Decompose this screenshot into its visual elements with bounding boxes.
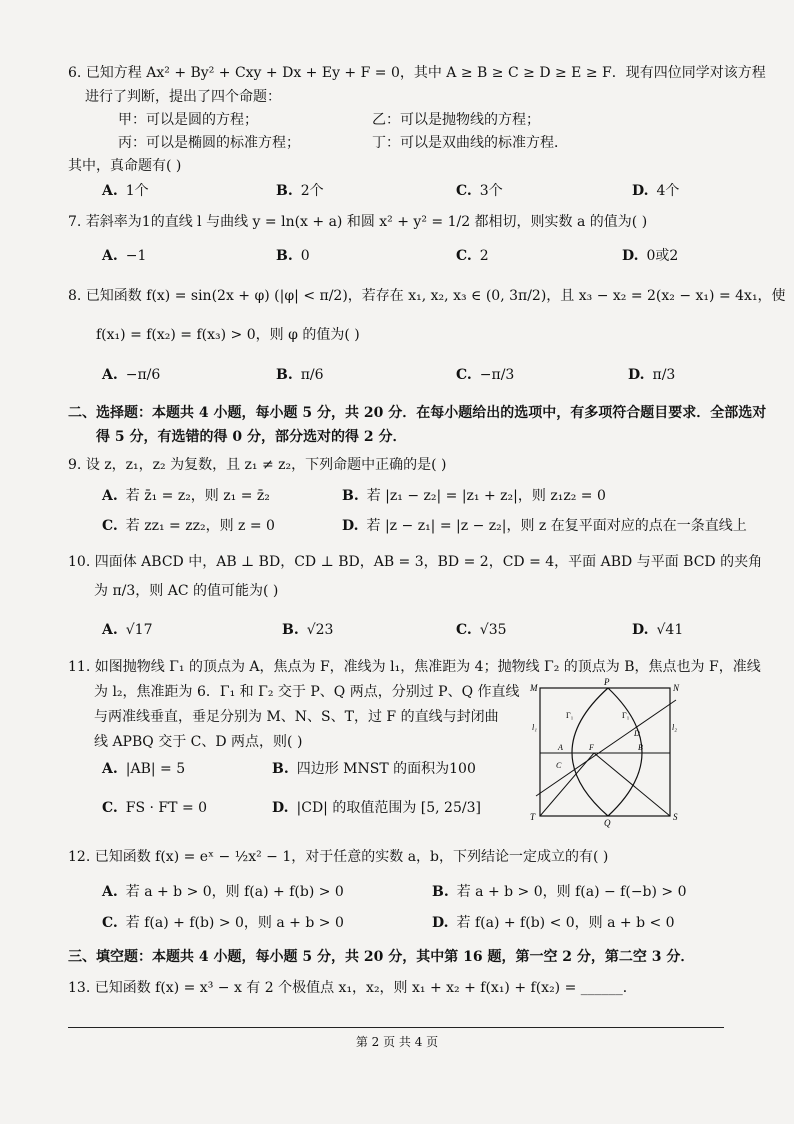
q8-stem2: f(x₁) = f(x₂) = f(x₃) > 0，则 φ 的值为( ) [96, 327, 360, 343]
label-b: B [638, 743, 643, 752]
footer-divider [68, 1027, 724, 1028]
q6-ask: 其中，真命题有( ) [68, 158, 182, 174]
q11-number: 11. [68, 659, 91, 675]
q9-number: 9. [68, 457, 82, 473]
q10-stem2: 为 π/3，则 AC 的值可能为( ) [94, 583, 279, 599]
label-gamma1: Γ₁ [566, 711, 574, 720]
q9-option-d: D. 若 |z − z₁| = |z − z₂|，则 z 在复平面对应的点在一条直线上 [342, 518, 747, 534]
line-through-f [536, 700, 676, 796]
q6-option-b: B. 2个 [276, 183, 324, 199]
q12-stem [68, 848, 608, 866]
q7-option-b: B. 0 [276, 248, 310, 264]
q9-option-c: C. 若 zz₁ = zz₂，则 z = 0 [102, 518, 275, 534]
q11-stem4: 线 APBQ 交于 C、D 两点，则( ) [94, 734, 303, 750]
q12-number: 12. [68, 849, 91, 865]
q9-option-b: B. 若 |z₁ − z₂| = |z₁ + z₂|，则 z₁z₂ = 0 [342, 488, 606, 504]
q10-option-c: C. √35 [456, 622, 507, 638]
q8-option-b: B. π/6 [276, 367, 324, 383]
q12-stem-text: 已知函数 f(x) = eˣ − ½x² − 1，对于任意的实数 a，b，下列结论一定成立的有( ) [94, 849, 609, 865]
rect-mnst [540, 688, 670, 816]
q6-option-c: C. 3个 [456, 183, 503, 199]
q6-stem-text: 已知方程 Ax² + By² + Cxy + Dx + Ey + F = 0，其中 A ≥ B ≥ C ≥ D ≥ E ≥ F．现有四位同学对该方程 [85, 65, 766, 81]
q11-stem-text: 如图抛物线 Γ₁ 的顶点为 A，焦点为 F，准线为 l₁，焦准距为 4；抛物线 Γ₂ 的顶点为 B，焦点也为 F，准线 [94, 659, 761, 675]
q11-stem3: 与两准线垂直，垂足分别为 M、N、S、T，过 F 的直线与封闭曲 [94, 709, 499, 725]
q10-option-b: B. √23 [282, 622, 334, 638]
q8-option-c: C. −π/3 [456, 367, 515, 383]
q11-figure [526, 678, 686, 828]
q12-option-a: A. 若 a + b > 0，则 f(a) + f(b) > 0 [102, 884, 344, 900]
q8-stem-text: 已知函数 f(x) = sin(2x + φ) (|φ| < π/2)，若存在 x₁, x₂, x₃ ∈ (0, 3π/2)，且 x₃ − x₂ = 2(x₂ − x₁) = 4x₁，使 [85, 288, 786, 304]
q10-number: 10. [68, 554, 91, 570]
line-fs [594, 753, 670, 816]
q13-stem-text: 已知函数 f(x) = x³ − x 有 2 个极值点 x₁，x₂，则 x₁ + x₂ + f(x₁) + f(x₂) = ______． [94, 980, 637, 996]
q8-stem [68, 287, 786, 305]
line-ft [540, 753, 594, 816]
q9-option-a: A. 若 z̄₁ = z₂，则 z₁ = z̄₂ [102, 488, 270, 504]
q11-option-d: D. |CD| 的取值范围为 [5, 25/3] [272, 800, 481, 816]
label-d: D [634, 729, 640, 738]
q11-option-c: C. FS · FT = 0 [102, 800, 208, 816]
label-s: S [673, 812, 678, 822]
parabola-gamma1 [572, 688, 608, 816]
q8-option-a: A. −π/6 [102, 367, 161, 383]
section3-heading: 三、填空题：本题共 4 小题，每小题 5 分，共 20 分，其中第 16 题，第一空 2 分，第二空 3 分． [68, 949, 695, 965]
q9-stem [68, 456, 447, 474]
q6-option-a: A. 1个 [102, 183, 149, 199]
q10-option-d: D. √41 [632, 622, 684, 638]
section2-heading: 二、选择题：本题共 4 小题，每小题 5 分，共 20 分．在每小题给出的选项中，有多项符合题目要求．全部选对 [68, 405, 767, 421]
label-p: P [604, 678, 610, 687]
q12-option-c: C. 若 f(a) + f(b) > 0，则 a + b > 0 [102, 915, 344, 931]
q13-stem [68, 979, 637, 997]
q10-stem-text: 四面体 ABCD 中，AB ⊥ BD，CD ⊥ BD，AB = 3，BD = 2，CD = 4，平面 ABD 与平面 BCD 的夹角 [94, 554, 763, 570]
q7-option-a: A. −1 [102, 248, 147, 264]
q6-option-d: D. 4个 [632, 183, 680, 199]
q7-option-d: D. 0或2 [622, 248, 679, 264]
label-n: N [673, 683, 680, 693]
q11-stem [68, 658, 761, 676]
parabola-gamma2 [608, 688, 642, 816]
label-l2: l₂ [672, 723, 678, 732]
q12-option-b: B. 若 a + b > 0，则 f(a) − f(−b) > 0 [432, 884, 687, 900]
q13-number: 13. [68, 980, 91, 996]
q10-stem [68, 553, 762, 571]
q11-stem2: 为 l₂，焦准距为 6．Γ₁ 和 Γ₂ 交于 P、Q 两点，分别过 P、Q 作直线 [94, 684, 520, 700]
q7-number: 7. [68, 214, 82, 230]
q8-option-d: D. π/3 [628, 367, 676, 383]
q10-option-a: A. √17 [102, 622, 153, 638]
label-f: F [589, 743, 594, 752]
q11-option-b: B. 四边形 MNST 的面积为100 [272, 761, 476, 777]
label-m: M [530, 683, 538, 693]
label-c: C [556, 761, 562, 770]
q6-number: 6. [68, 65, 82, 81]
q6-stem [68, 64, 766, 82]
section2-heading-2: 得 5 分，有选错的得 0 分，部分选对的得 2 分． [96, 429, 407, 445]
q7-option-c: C. 2 [456, 248, 489, 264]
q8-number: 8. [68, 288, 82, 304]
q9-stem-text: 设 z，z₁，z₂ 为复数，且 z₁ ≠ z₂，下列命题中正确的是( ) [85, 457, 447, 473]
q6-stem2: 进行了判断，提出了四个命题： [85, 89, 281, 105]
q11-option-a: A. |AB| = 5 [102, 761, 186, 777]
q12-option-d: D. 若 f(a) + f(b) < 0，则 a + b < 0 [432, 915, 675, 931]
label-a: A [558, 743, 563, 752]
q6-prop-jia: 甲：可以是圆的方程； [118, 112, 258, 128]
label-t: T [530, 812, 536, 822]
q6-prop-ding: 丁：可以是双曲线的标准方程． [372, 135, 568, 151]
q6-prop-yi: 乙：可以是抛物线的方程； [372, 112, 540, 128]
q6-prop-bing: 丙：可以是椭圆的标准方程； [118, 135, 300, 151]
page-footer: 第 2 页 共 4 页 [355, 1035, 439, 1049]
q7-stem [68, 213, 647, 231]
label-l1: l₁ [532, 723, 538, 732]
q7-stem-text: 若斜率为1的直线 l 与曲线 y = ln(x + a) 和圆 x² + y² = 1/2 都相切，则实数 a 的值为( ) [85, 214, 648, 230]
label-gamma1-b: Γ₁ [622, 711, 630, 720]
label-q: Q [604, 818, 611, 828]
